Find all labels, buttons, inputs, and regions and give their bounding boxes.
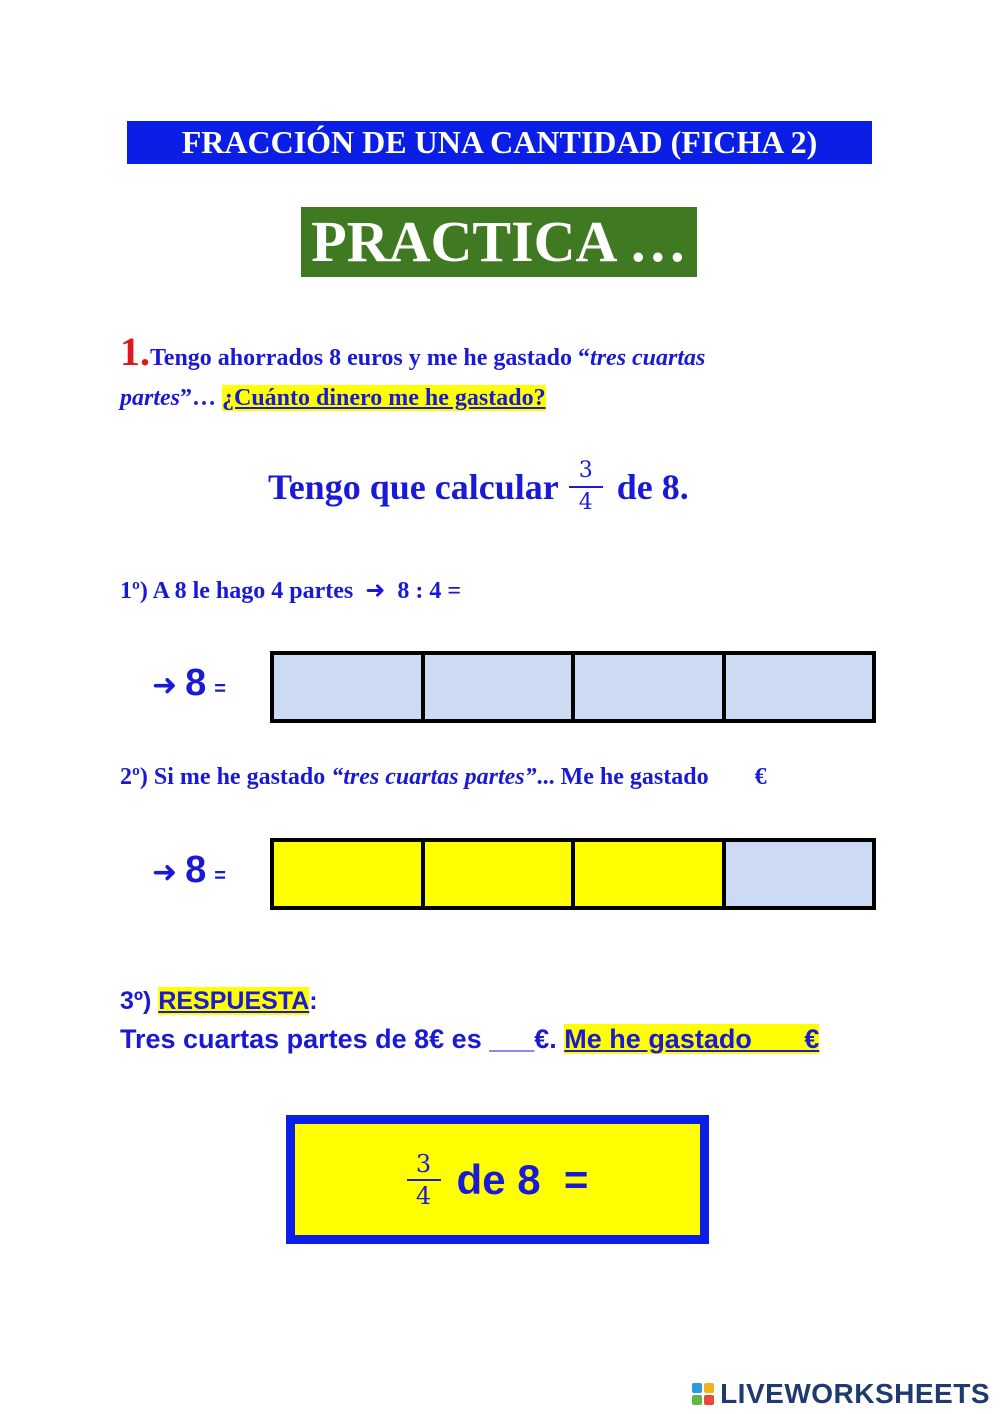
arrow-right-icon: ➜ — [152, 668, 178, 703]
answer-line — [120, 1024, 819, 1055]
step-1 — [120, 576, 461, 605]
bar1-cell-3 — [575, 655, 726, 719]
question-text-b: ”… — [180, 385, 222, 411]
bar1-cell-1 — [274, 655, 425, 719]
arrow-right-icon: ➜ — [365, 576, 386, 604]
fraction-bar — [569, 486, 603, 488]
final-expression-box — [286, 1115, 709, 1244]
step-2 — [120, 764, 767, 791]
bar1-cell-2 — [425, 655, 576, 719]
question-line-1 — [120, 328, 705, 375]
bar1-total: 8 — [185, 662, 207, 704]
question-text-a: Tengo ahorrados 8 euros y me he gastado “ — [150, 345, 591, 371]
fraction-three-quarters — [569, 458, 603, 516]
final-denominator: 4 — [415, 1181, 432, 1210]
liveworksheets-logo-icon — [692, 1383, 714, 1405]
bar1-label — [152, 662, 226, 705]
calculation-statement — [268, 458, 689, 516]
step2-label: 2º) Si me he gastado — [120, 764, 332, 790]
final-text: de 8 = — [456, 1155, 589, 1203]
question-number: 1. — [120, 329, 150, 374]
logo-square — [704, 1383, 714, 1393]
footer-brand — [692, 1378, 990, 1410]
step1-expression: 8 : 4 = — [397, 578, 462, 604]
answer-heading — [120, 987, 318, 1016]
bar1-cell-4 — [726, 655, 873, 719]
bar2-cell-1 — [274, 842, 425, 906]
step2-euro: € — [754, 764, 767, 790]
bar2-cell-4 — [726, 842, 873, 906]
answer-prefix: 3º) — [120, 987, 159, 1015]
calc-prefix: Tengo que calcular — [268, 467, 559, 507]
practice-banner: PRACTICA … — [301, 207, 697, 277]
bar2-total: 8 — [185, 849, 207, 891]
calc-suffix: de 8. — [616, 467, 689, 507]
bar2-cell-2 — [425, 842, 576, 906]
bar1-equals: = — [214, 678, 226, 700]
answer-colon: : — [309, 987, 318, 1015]
logo-square — [692, 1395, 702, 1405]
question-line-2 — [120, 385, 546, 412]
answer-line-a: Tres cuartas partes de 8€ es ___€. — [120, 1024, 565, 1054]
final-fraction-bar — [407, 1179, 441, 1181]
final-numerator: 3 — [415, 1149, 432, 1178]
final-fraction — [407, 1151, 441, 1209]
fraction-bar-model-1 — [270, 651, 876, 723]
logo-square — [692, 1383, 702, 1393]
bar2-equals: = — [214, 865, 226, 887]
fraction-numerator: 3 — [578, 458, 593, 483]
brand-name: LIVEWORKSHEETS — [720, 1378, 990, 1409]
worksheet-title: FRACCIÓN DE UNA CANTIDAD (FICHA 2) — [127, 121, 872, 164]
step1-label: 1º) A 8 le hago 4 partes — [120, 578, 354, 604]
step2-rest: ... Me he gastado — [536, 764, 709, 790]
answer-line-b: Me he gastado € — [564, 1024, 820, 1054]
bar2-cell-3 — [575, 842, 726, 906]
final-expression — [407, 1151, 589, 1209]
fraction-bar-model-2 — [270, 838, 876, 910]
bar2-label — [152, 849, 226, 892]
question-italic-b: partes — [120, 385, 180, 411]
arrow-right-icon: ➜ — [152, 855, 178, 890]
step2-italic: “tres cuartas partes” — [331, 764, 537, 790]
fraction-denominator: 4 — [578, 490, 593, 515]
question-italic-a: tres cuartas — [590, 345, 706, 371]
answer-label: RESPUESTA — [158, 987, 310, 1015]
question-highlight: ¿Cuánto dinero me he gastado? — [222, 385, 546, 411]
logo-square — [704, 1395, 714, 1405]
